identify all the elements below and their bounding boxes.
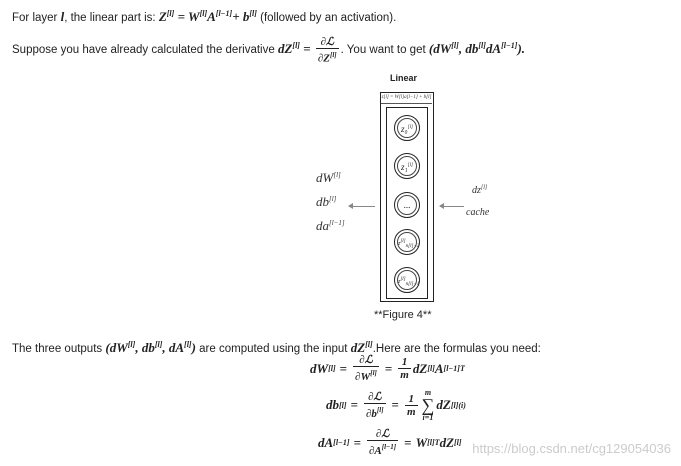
- linear-equation: Z[l] = W[l]A[l−1]+ b[l]: [158, 9, 257, 24]
- output-db: db[l]: [316, 194, 337, 209]
- input-dZ-symbol: dZ[l]: [350, 340, 373, 355]
- figure-caption: **Figure 4**: [374, 309, 432, 321]
- watermark: https://blog.csdn.net/cg129054036: [472, 441, 671, 456]
- node-z0-label: z₀[l]: [397, 118, 417, 138]
- derivative-text-prefix: Suppose you have already calculated the derivative: [12, 44, 275, 56]
- outputs-text-prefix: The three outputs: [12, 343, 103, 355]
- target-gradients: (dW[l], db[l]dA[l−1]).: [428, 41, 526, 56]
- derivative-line: [12, 34, 525, 64]
- summation-symbol: m ∑ i=1: [421, 388, 435, 422]
- intro-line-linear-part: [12, 6, 396, 26]
- output-dW: dW[l]: [316, 170, 341, 185]
- outputs-symbols: (dW[l], db[l], dA[l]): [105, 340, 196, 355]
- node-ellipsis: [394, 192, 420, 218]
- formula-dW: dW [l] = $\frac{\text{∂ℒ}}{\partial W^{[l]}}$ = $\frac{1}{m}$ dZ [l] A [l−1]T: [310, 354, 465, 383]
- node-z-n-minus-1-label: $z[l]_{n[l]-1}$: [397, 270, 417, 290]
- input-dz-label: dz[l]: [472, 185, 488, 196]
- cache-label: cache: [466, 207, 490, 218]
- formula-db: db [l] = $\frac{\text{∂ℒ}}{\partial b^{[l]}}$ = $\frac{1}{m}$ m ∑ i=1 dZ [l](i): [326, 388, 466, 422]
- dL-dZ-fraction: $\frac{\text{∂ℒ}}{\partial Z^{[l]}}$: [317, 35, 337, 65]
- figure-title: Linear: [390, 73, 418, 83]
- node-ellipsis-label: ...: [397, 195, 417, 215]
- node-z-n-minus-1: [394, 267, 420, 293]
- left-arrow: [349, 206, 375, 207]
- layer-header-formula: z[l] = W[l]a[l−1] + b[l]: [381, 93, 432, 104]
- intro-text-prefix: For layer: [12, 12, 58, 24]
- derivative-text-mid: . You want to get: [340, 44, 426, 56]
- intro-text-suffix: (followed by an activation).: [260, 12, 397, 24]
- node-z0: [394, 115, 420, 141]
- outputs-text-mid: are computed using the input: [199, 343, 348, 355]
- layer-variable: l: [60, 9, 65, 24]
- node-z1: [394, 153, 420, 179]
- formula-dA: dA [l−1] = $\frac{\text{∂ℒ}}{\partial A^{[l-1]}}$ = W [l]T dZ [l]: [318, 428, 462, 457]
- outputs-text-suffix: .Here are the formulas you need:: [372, 343, 541, 355]
- node-z-n-minus-2: [394, 229, 420, 255]
- node-z-n-minus-2-label: $z[l]_{n[l]-2}$: [397, 232, 417, 252]
- output-da: da[l−1]: [316, 218, 345, 233]
- node-z1-label: z₁[l]: [397, 156, 417, 176]
- intro-text-mid: , the linear part is:: [64, 12, 156, 24]
- dz-symbol: dZ[l] =: [277, 41, 311, 56]
- right-arrow: [440, 206, 464, 207]
